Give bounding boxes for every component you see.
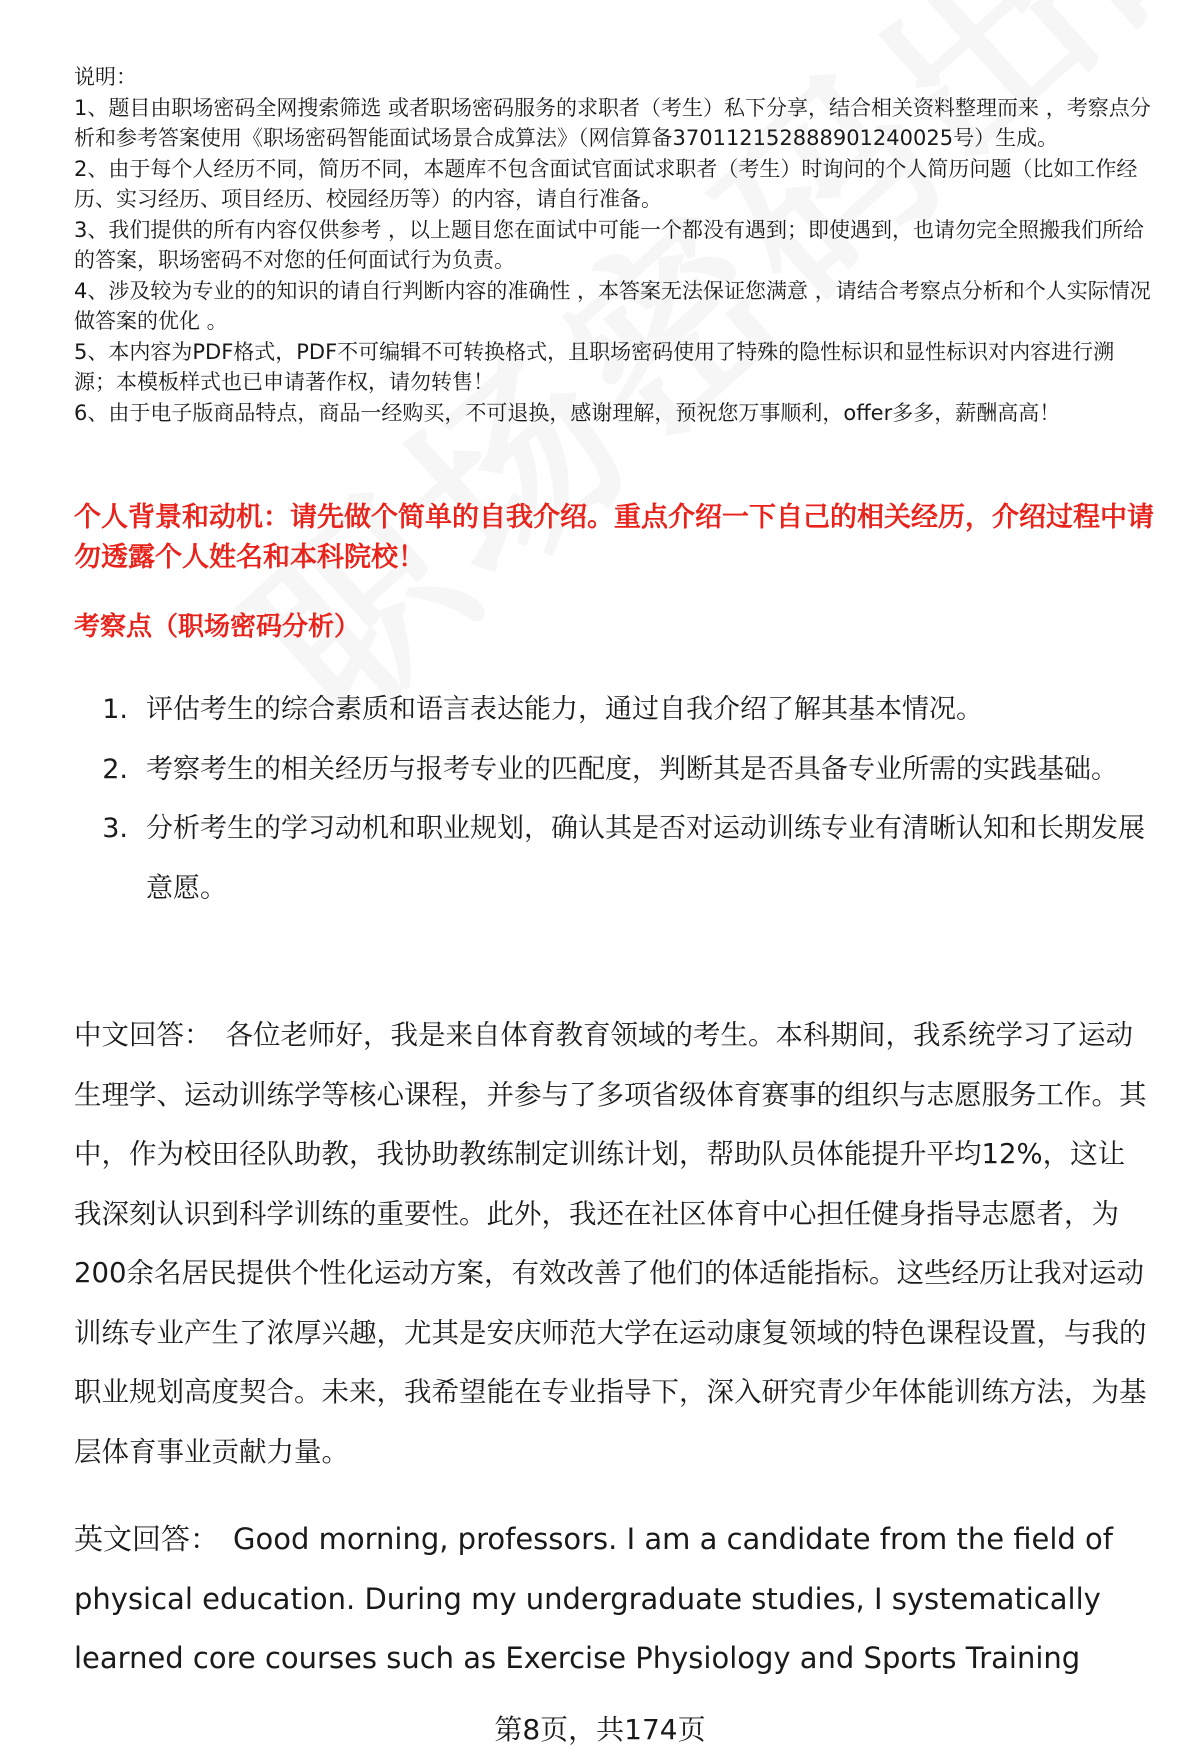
point-number: 3. <box>102 813 128 844</box>
point-number: 2. <box>102 753 128 785</box>
analysis-title: 考察点（职场密码分析） <box>74 612 361 642</box>
note-item: 2、由于每个人经历不同，简历不同，本题库不包含面试官面试求职者（考生）时询问的个人简历问题（比如工作经历、实习经历、项目经历、校园经历等）的内容，请自行准备。 <box>74 156 1138 211</box>
note-item: 6、由于电子版商品特点，商品一经购买，不可退换，感谢理解，预祝您万事顺利，offer多多，薪酬高高！ <box>74 400 1061 425</box>
note-item: 1、题目由职场密码全网搜索筛选 或者职场密码服务的求职者（考生）私下分享，结合相关资料整理而来 ，考察点分析和参考答案使用《职场密码智能面试场景合成算法》（网信算备370112152888901240025号）生成。 <box>74 95 1151 150</box>
note-item: 5、本内容为PDF格式，PDF不可编辑不可转换格式，且职场密码使用了特殊的隐性标识和显性标识对内容进行溯源；本模板样式也已申请著作权，请勿转售！ <box>74 339 1115 394</box>
note-item: 4、涉及较为专业的的知识的请自行判断内容的准确性 ，本答案无法保证您满意 ，请结合考察点分析和个人实际情况做答案的优化 。 <box>74 278 1151 333</box>
chinese-answer <box>74 1006 1152 1482</box>
point-text: 考察考生的相关经历与报考专业的匹配度，判断其是否具备专业所需的实践基础。 <box>146 753 1118 785</box>
page-footer: 第8页，共174页 <box>494 1713 706 1746</box>
point-text: 分析考生的学习动机和职业规划，确认其是否对运动训练专业有清晰认知和长期发展意愿。 <box>146 813 1145 904</box>
point-number: 1. <box>102 694 128 725</box>
analysis-point <box>74 740 1154 800</box>
analysis-point <box>74 680 1154 740</box>
chinese-answer-text: 各位老师好，我是来自体育教育领域的考生。本科期间，我系统学习了运动生理学、运动训练学等核心课程，并参与了多项省级体育赛事的组织与志愿服务工作。其中，作为校田径队助教，我协助教练制定训练计划，帮助队员体能提升平均12%，这让我深刻认识到科学训练的重要性。此外，我还在社区体育中心担任健身指导志愿者，为200余名居民提供个性化运动方案，有效改善了他们的体适能指标。这些经历让我对运动训练专业产生了浓厚兴趣，尤其是安庆师范大学在运动康复领域的特色课程设置，与我的职业规划高度契合。未来，我希望能在专业指导下，深入研究青少年体能训练方法，为基层体育事业贡献力量。 <box>74 1019 1147 1468</box>
english-answer-label: 英文回答： <box>74 1522 220 1556</box>
note-item: 3、我们提供的所有内容仅供参考 ，以上题目您在面试中可能一个都没有遇到；即使遇到，也请勿完全照搬我们所给的答案，职场密码不对您的任何面试行为负责。 <box>74 217 1145 272</box>
analysis-point <box>74 799 1154 918</box>
point-text: 评估考生的综合素质和语言表达能力，通过自我介绍了解其基本情况。 <box>146 694 983 725</box>
analysis-points <box>74 680 1154 918</box>
question-heading: 个人背景和动机：请先做个简单的自我介绍。重点介绍一下自己的相关经历，介绍过程中请勿透露个人姓名和本科院校！ <box>74 502 1154 573</box>
chinese-answer-label: 中文回答： <box>74 1019 212 1051</box>
notes-title: 说明： <box>74 65 137 89</box>
english-answer-text: Good morning, professors. I am a candidate from the field of physical education. During my undergraduate studies, I systematically learned core courses such as Exercise Physiology and Sports Training <box>74 1522 1114 1675</box>
notes-section <box>74 62 1154 428</box>
english-answer <box>74 1510 1152 1689</box>
